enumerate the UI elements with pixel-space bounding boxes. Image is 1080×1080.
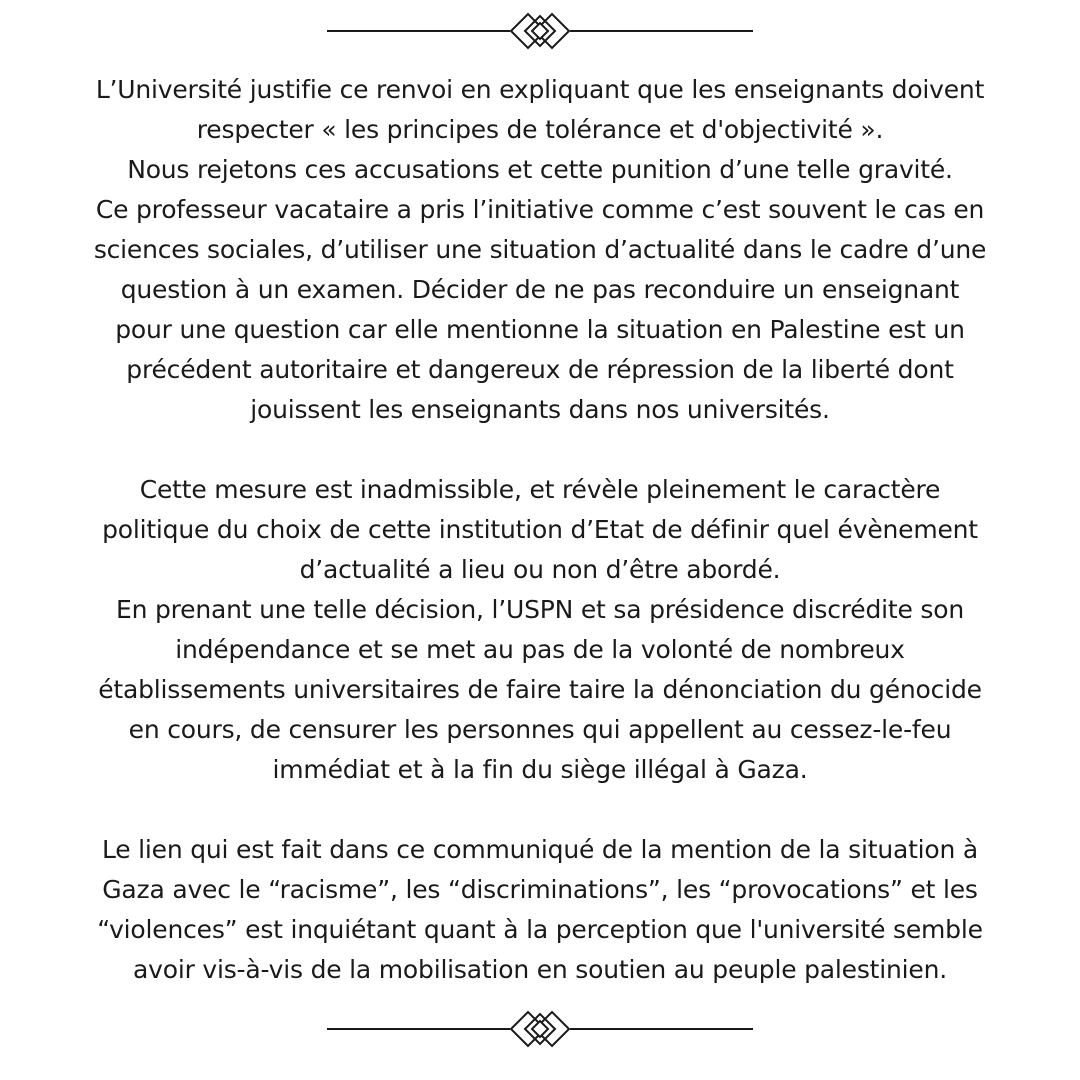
text-line: Cette mesure est inadmissible, et révèle pleinement le caractère [139, 475, 941, 504]
paragraph-1 [40, 70, 1040, 430]
text-line: Nous rejetons ces accusations et cette punition d’une telle gravité. [127, 155, 953, 184]
text-line: indépendance et se met au pas de la volonté de nombreux [175, 635, 905, 664]
text-line: jouissent les enseignants dans nos universités. [250, 395, 830, 424]
top-ornamental-divider [325, 8, 755, 54]
diamond-ornament-icon [325, 8, 755, 54]
text-line: d’actualité a lieu ou non d’être abordé. [299, 555, 781, 584]
text-line: L’Université justifie ce renvoi en expliquant que les enseignants doivent [95, 75, 985, 104]
text-line: avoir vis-à-vis de la mobilisation en soutien au peuple palestinien. [133, 955, 947, 984]
text-line: sciences sociales, d’utiliser une situation d’actualité dans le cadre d’une [93, 235, 987, 264]
text-line: question à un examen. Décider de ne pas reconduire un enseignant [120, 275, 960, 304]
text-line: respecter « les principes de tolérance et d'objectivité ». [196, 115, 884, 144]
text-line: politique du choix de cette institution d’Etat de définir quel évènement [102, 515, 978, 544]
text-line: précédent autoritaire et dangereux de répression de la liberté dont [126, 355, 954, 384]
text-line: pour une question car elle mentionne la situation en Palestine est un [115, 315, 965, 344]
text-line: établissements universitaires de faire taire la dénonciation du génocide [98, 675, 982, 704]
paragraph-spacer [40, 790, 1040, 830]
text-line: Ce professeur vacataire a pris l’initiative comme c’est souvent le cas en [95, 195, 985, 224]
text-line: “violences” est inquiétant quant à la perception que l'université semble [97, 915, 983, 944]
paragraph-spacer [40, 430, 1040, 470]
text-line: immédiat et à la fin du siège illégal à Gaza. [272, 755, 808, 784]
text-line: En prenant une telle décision, l’USPN et sa présidence discrédite son [115, 595, 965, 624]
text-line: Le lien qui est fait dans ce communiqué de la mention de la situation à [101, 835, 979, 864]
statement-text [40, 70, 1040, 990]
paragraph-3 [40, 830, 1040, 990]
text-line: en cours, de censurer les personnes qui appellent au cessez-le-feu [128, 715, 952, 744]
diamond-ornament-icon [325, 1006, 755, 1052]
text-line: Gaza avec le “racisme”, les “discriminations”, les “provocations” et les [102, 875, 978, 904]
bottom-ornamental-divider [325, 1006, 755, 1052]
paragraph-2 [40, 470, 1040, 790]
